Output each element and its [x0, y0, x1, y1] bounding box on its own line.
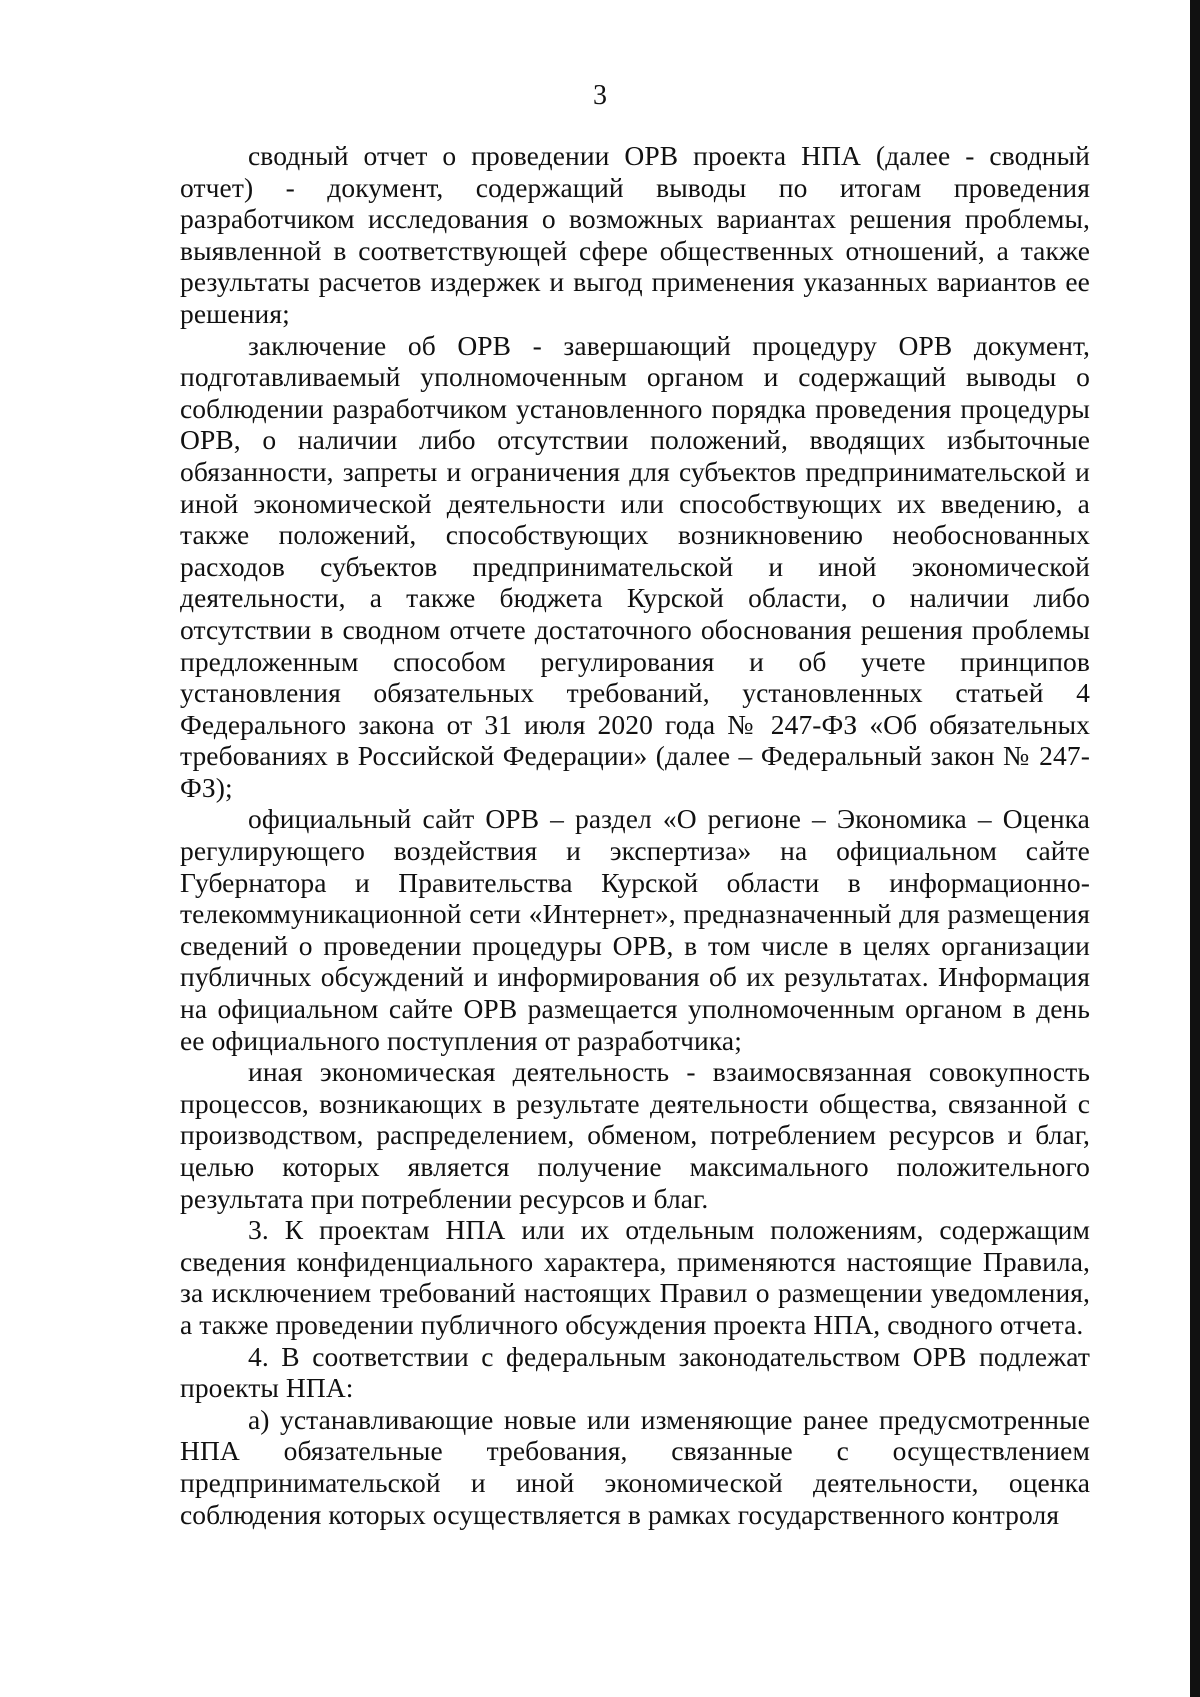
paragraph-orv-conclusion: заключение об ОРВ - завершающий процедуру ОРВ документ, подготавливаемый уполномоченным органом и содержащий выводы о соблюдении разработчиком установленного порядка проведения процедуры ОРВ, о наличии либо отсутствии положений, вводящих избыточные обязанности, запреты и ограничения для субъектов предпринимательской и иной экономической деятельности или способствующих их введению, а также положений, способствующих возникновению необоснованных расходов субъектов предпринимательской и иной экономической деятельности, а также бюджета Курской области, о наличии либо отсутствии в сводном отчете достаточного обоснования решения проблемы предложенным способом регулирования и об учете принципов установления обязательных требований, установленных статьей 4 Федерального закона от 31 июля 2020 года № 247-ФЗ «Об обязательных требованиях в Российской Федерации» (далее – Федеральный закон № 247-ФЗ);	[180, 329, 1090, 803]
paragraph-item-4a: а) устанавливающие новые или изменяющие ранее предусмотренные НПА обязательные требования, связанные с осуществлением предпринимательской и иной экономической деятельности, оценка соблюдения которых осуществляется в рамках государственного контроля	[180, 1403, 1090, 1530]
page-number: 3	[593, 80, 607, 111]
paragraph-summary-report: сводный отчет о проведении ОРВ проекта НПА (далее - сводный отчет) - документ, содержащий выводы по итогам проведения разработчиком исследования о возможных вариантах решения проблемы, выявленной в соответствующей сфере общественных отношений, а также результаты расчетов издержек и выгод применения указанных вариантов ее решения;	[180, 140, 1090, 329]
paragraph-official-site: официальный сайт ОРВ – раздел «О регионе – Экономика – Оценка регулирующего воздействия и экспертиза» на официальном сайте Губернатора и Правительства Курской области в информационно-телекоммуникационной сети «Интернет», предназначенный для размещения сведений о проведении процедуры ОРВ, в том числе в целях организации публичных обсуждений и информирования об их результатах. Информация на официальном сайте ОРВ размещается уполномоченным органом в день ее официального поступления от разработчика;	[180, 803, 1090, 1056]
scan-edge-border	[1190, 0, 1200, 1697]
paragraph-item-4: 4. В соответствии с федеральным законодательством ОРВ подлежат проекты НПА:	[180, 1340, 1090, 1404]
paragraph-item-3: 3. К проектам НПА или их отдельным положениям, содержащим сведения конфиденциального характера, применяются настоящие Правила, за исключением требований настоящих Правил о размещении уведомления, а также проведении публичного обсуждения проекта НПА, сводного отчета.	[180, 1214, 1090, 1340]
document-body	[180, 140, 1090, 1530]
paragraph-economic-activity: иная экономическая деятельность - взаимосвязанная совокупность процессов, возникающих в результате деятельности общества, связанной с производством, распределением, обменом, потреблением ресурсов и благ, целью которых является получение максимального положительного результата при потреблении ресурсов и благ.	[180, 1056, 1090, 1214]
